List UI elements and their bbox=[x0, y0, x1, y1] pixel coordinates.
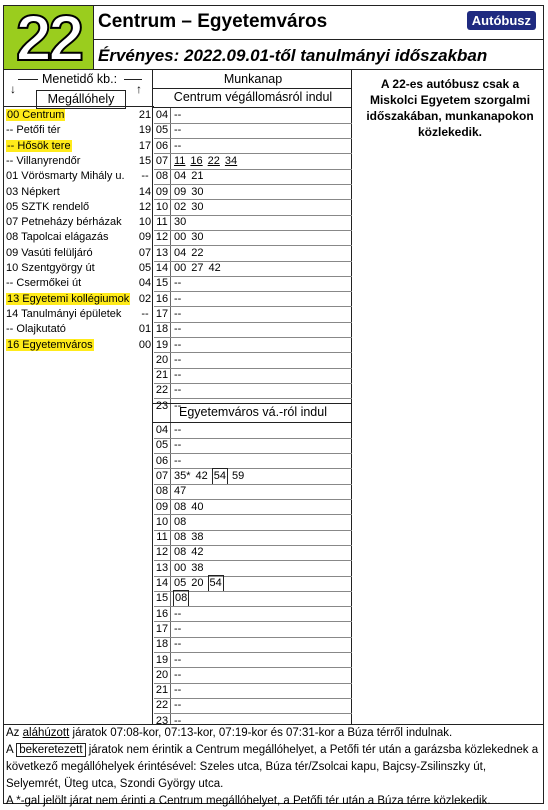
minutes-cell bbox=[174, 154, 242, 169]
hour-cell: 09 bbox=[155, 185, 169, 198]
travel-time: 10 bbox=[138, 216, 152, 229]
hour-cell: 19 bbox=[155, 653, 169, 666]
stop-name bbox=[6, 307, 121, 322]
hour-cell: 06 bbox=[155, 139, 169, 152]
route-number: 22 bbox=[15, 2, 82, 74]
departure-minute: 22 bbox=[191, 246, 204, 259]
minutes-cell bbox=[174, 653, 186, 668]
service-note: A 22-es autóbusz csak a Miskolci Egyetem szorgalmi időszakában, munkanapokon közlekedik. bbox=[366, 77, 534, 139]
minutes-cell bbox=[174, 576, 228, 591]
stop-name bbox=[6, 169, 125, 184]
departure-minute: 54 bbox=[213, 469, 227, 482]
hour-cell: 19 bbox=[155, 338, 169, 351]
hour-cell: 16 bbox=[155, 292, 169, 305]
travel-time: 00 bbox=[138, 338, 152, 351]
travel-time: 21 bbox=[138, 109, 152, 121]
departure-minute: -- bbox=[174, 353, 182, 366]
minutes-cell bbox=[174, 607, 186, 622]
departure-minute: 11 bbox=[174, 154, 186, 167]
hour-cell: 11 bbox=[156, 531, 168, 544]
header-divider bbox=[4, 69, 543, 70]
minutes-cell bbox=[174, 423, 186, 438]
departure-minute: 02 bbox=[174, 200, 187, 213]
hour-cell: 13 bbox=[155, 246, 169, 259]
hour-cell: 10 bbox=[155, 515, 169, 528]
minutes-cell bbox=[174, 169, 209, 184]
minutes-cell bbox=[174, 261, 226, 276]
minutes-cell bbox=[174, 469, 249, 484]
departure-minute: -- bbox=[174, 439, 182, 452]
travel-time: 17 bbox=[138, 139, 152, 152]
minutes-cell bbox=[174, 454, 186, 469]
stop-name bbox=[6, 200, 89, 215]
minutes-cell bbox=[174, 438, 186, 453]
legend bbox=[4, 725, 543, 810]
minutes-cell bbox=[174, 307, 186, 322]
travel-time: 04 bbox=[138, 277, 152, 290]
minutes-cell bbox=[174, 353, 186, 368]
minutes-cell bbox=[174, 545, 209, 560]
hour-cell: 15 bbox=[155, 592, 169, 605]
hour-cell: 22 bbox=[155, 384, 169, 397]
departure-minute: 42 bbox=[191, 546, 204, 559]
stop-name bbox=[6, 276, 81, 291]
stop-name bbox=[6, 154, 80, 169]
hour-cell: 15 bbox=[155, 277, 169, 290]
legend-boxed: A bekeretezett járatok nem érintik a Centrum megállóhelyet, a Petőfi tér után a garázsba közlekednek a következő megállóhelyek érintésével: Szeles utca, Búza tér/Zsolcai kapu, Bajcsy-Zsilinszky út, Selyemrét, Üteg utca, Szondi György utca. bbox=[6, 744, 539, 790]
stop-label: -- Olajkutató bbox=[6, 323, 66, 336]
travel-time: 19 bbox=[138, 124, 152, 137]
minutes-cell bbox=[174, 292, 186, 307]
stop-label: -- Villanyrendőr bbox=[6, 154, 81, 167]
departure-minute: 42 bbox=[195, 469, 208, 482]
hour-cell: 14 bbox=[155, 577, 169, 589]
stop-name bbox=[6, 338, 94, 353]
travel-time: 12 bbox=[138, 200, 152, 213]
stop-name bbox=[6, 215, 122, 230]
departure-minute: 38 bbox=[191, 531, 204, 544]
stop-name bbox=[6, 322, 66, 337]
departure-minute: 04 bbox=[174, 246, 187, 259]
departure-minute: -- bbox=[174, 369, 182, 382]
departure-minute: 47 bbox=[174, 485, 187, 498]
minutes-cell bbox=[174, 215, 191, 230]
minutes-cell bbox=[174, 561, 209, 576]
departure-minute: 30 bbox=[174, 216, 187, 229]
arrow-down-icon: ↓ bbox=[10, 82, 16, 96]
hour-cell: 17 bbox=[155, 622, 169, 635]
hour-cell: 20 bbox=[155, 353, 169, 366]
stop-name bbox=[6, 139, 72, 154]
stop-label: 05 SZTK rendelő bbox=[6, 200, 90, 213]
travel-time: 07 bbox=[138, 246, 152, 259]
timetable-divider bbox=[351, 69, 352, 725]
hour-cell: 20 bbox=[155, 668, 169, 681]
travel-time: 05 bbox=[138, 262, 152, 274]
stop-label: 07 Petneházy bérházak bbox=[6, 216, 122, 229]
departure-minute: 40 bbox=[191, 500, 204, 513]
departure-minute: 22 bbox=[207, 154, 220, 167]
travel-time: -- bbox=[141, 170, 149, 183]
hour-cell: 21 bbox=[155, 684, 169, 697]
section-separator bbox=[153, 403, 352, 404]
departure-minute: 30 bbox=[191, 185, 204, 198]
stop-label: 00 Centrum bbox=[7, 109, 65, 121]
hour-cell: 08 bbox=[155, 170, 169, 183]
hour-cell: 04 bbox=[155, 424, 169, 436]
minutes-cell bbox=[174, 276, 186, 291]
stop-label: 01 Vörösmarty Mihály u. bbox=[6, 170, 125, 183]
departure-minute: 35* bbox=[174, 469, 191, 482]
day-type-line bbox=[153, 88, 352, 89]
hour-cell: 17 bbox=[155, 307, 169, 320]
departure-minute: -- bbox=[174, 139, 182, 152]
hour-cell: 22 bbox=[155, 699, 169, 712]
departure-minute: -- bbox=[174, 277, 182, 290]
stop-label: 13 Egyetemi kollégiumok bbox=[7, 292, 130, 305]
stops-header-line bbox=[4, 106, 154, 107]
departure-minute: 59 bbox=[232, 469, 245, 482]
hour-cell: 23 bbox=[155, 714, 169, 727]
departure-minute: -- bbox=[174, 454, 182, 467]
stop-label: -- Csermőkei út bbox=[6, 277, 82, 290]
departure-minute: 08 bbox=[174, 546, 187, 559]
departure-minute: -- bbox=[174, 668, 182, 681]
travel-time-header: Menetidő kb.: bbox=[42, 72, 118, 86]
minutes-cell bbox=[174, 246, 209, 261]
minutes-cell bbox=[174, 383, 186, 398]
bracket-right bbox=[124, 79, 142, 80]
hour-cell: 18 bbox=[155, 323, 169, 336]
bracket-left bbox=[18, 79, 38, 80]
section-title: Centrum végállomásról indul bbox=[173, 90, 333, 104]
arrow-up-icon: ↑ bbox=[136, 82, 142, 96]
departure-minute: -- bbox=[174, 622, 182, 635]
travel-time: 15 bbox=[138, 154, 152, 167]
legend-underlined: Az aláhúzott járatok 07:08-kor, 07:13-kor, 07:19-kor és 07:31-kor a Búza térről indulnak. bbox=[6, 727, 453, 739]
departure-minute: 20 bbox=[191, 577, 204, 589]
minutes-cell bbox=[174, 338, 186, 353]
departure-minute: 30 bbox=[191, 200, 204, 213]
stop-label: -- Hősök tere bbox=[7, 139, 71, 152]
departure-minute: 08 bbox=[175, 592, 188, 605]
departure-minute: 54 bbox=[209, 577, 222, 589]
minutes-cell bbox=[174, 530, 209, 545]
departure-minute: -- bbox=[174, 638, 182, 651]
hour-cell: 07 bbox=[155, 469, 169, 482]
hour-cell: 07 bbox=[155, 154, 169, 167]
departure-minute: -- bbox=[174, 424, 182, 436]
minutes-cell bbox=[174, 368, 186, 383]
hour-cell: 04 bbox=[155, 109, 169, 121]
departure-minute: 21 bbox=[191, 170, 204, 183]
stop-name bbox=[6, 123, 60, 138]
stop-label: 09 Vasúti felüljáró bbox=[6, 246, 93, 259]
departure-minute: 27 bbox=[191, 262, 204, 274]
stop-name bbox=[6, 261, 95, 276]
hour-cell: 13 bbox=[155, 561, 169, 574]
minutes-cell bbox=[174, 322, 186, 337]
departure-minute: 16 bbox=[190, 154, 203, 167]
hour-cell: 08 bbox=[155, 485, 169, 498]
departure-minute: -- bbox=[174, 292, 182, 305]
departure-minute: 08 bbox=[174, 515, 187, 528]
departure-minute: 00 bbox=[174, 231, 187, 244]
hour-cell: 05 bbox=[155, 439, 169, 452]
minutes-cell bbox=[174, 230, 209, 245]
vehicle-type-badge: Autóbusz bbox=[467, 11, 536, 30]
travel-time: 14 bbox=[138, 185, 152, 198]
stop-label: 08 Tapolcai elágazás bbox=[6, 231, 109, 244]
hour-cell: 14 bbox=[155, 262, 169, 274]
departure-minute: -- bbox=[174, 607, 182, 620]
minutes-cell bbox=[174, 185, 209, 200]
departure-minute: 08 bbox=[174, 500, 187, 513]
departure-minute: -- bbox=[174, 653, 182, 666]
section-title: Egyetemváros vá.-ról indul bbox=[179, 405, 327, 419]
departure-minute: -- bbox=[174, 699, 182, 712]
route-number-box bbox=[4, 2, 94, 74]
departure-minute: 08 bbox=[174, 531, 187, 544]
hour-cell: 06 bbox=[155, 454, 169, 467]
timetable-sheet bbox=[3, 2, 544, 807]
hour-cell: 21 bbox=[155, 369, 169, 382]
stop-name bbox=[6, 292, 130, 307]
hour-cell: 18 bbox=[155, 638, 169, 651]
hour-cell: 12 bbox=[155, 546, 169, 559]
stop-label: 10 Szentgyörgy út bbox=[6, 262, 95, 274]
hour-cell: 11 bbox=[156, 216, 168, 229]
stop-label: 14 Tanulmányi épületek bbox=[6, 307, 122, 320]
minutes-cell bbox=[174, 683, 186, 698]
minutes-cell bbox=[174, 484, 191, 499]
departure-minute: -- bbox=[174, 109, 182, 121]
hour-cell: 12 bbox=[155, 231, 169, 244]
departure-minute: -- bbox=[174, 307, 182, 320]
stop-name bbox=[6, 108, 65, 123]
minutes-cell bbox=[174, 139, 186, 154]
travel-time: -- bbox=[141, 307, 149, 320]
departure-minute: 05 bbox=[174, 577, 187, 589]
departure-minute: 42 bbox=[208, 262, 221, 274]
departure-minute: 09 bbox=[174, 185, 187, 198]
travel-time: 09 bbox=[138, 231, 152, 244]
minutes-cell bbox=[174, 622, 186, 637]
departure-minute: 34 bbox=[224, 154, 238, 167]
minutes-cell bbox=[174, 108, 186, 123]
departure-minute: -- bbox=[174, 384, 182, 397]
departure-minute: -- bbox=[174, 338, 182, 351]
travel-time: 01 bbox=[138, 323, 152, 336]
route-title: Centrum – Egyetemváros bbox=[98, 11, 328, 32]
departure-minute: 00 bbox=[174, 262, 187, 274]
minutes-cell bbox=[174, 668, 186, 683]
departure-minute: -- bbox=[174, 323, 182, 336]
minutes-cell bbox=[174, 698, 186, 713]
hour-cell: 05 bbox=[155, 124, 169, 137]
departure-minute: -- bbox=[174, 714, 182, 727]
departure-minute: 00 bbox=[174, 561, 187, 574]
departure-minute: 38 bbox=[191, 561, 204, 574]
departure-minute: -- bbox=[174, 399, 182, 412]
minutes-cell bbox=[174, 500, 209, 515]
travel-time: 02 bbox=[138, 292, 152, 305]
departure-minute: -- bbox=[174, 684, 182, 697]
stop-label: 16 Egyetemváros bbox=[7, 338, 93, 351]
stop-name bbox=[6, 230, 109, 245]
title-divider bbox=[93, 39, 543, 40]
minutes-cell bbox=[174, 591, 193, 606]
hour-cell: 23 bbox=[155, 399, 169, 412]
minutes-cell bbox=[174, 200, 209, 215]
validity-text: Érvényes: 2022.09.01-től tanulmányi időszakban bbox=[98, 46, 488, 65]
hour-cell: 09 bbox=[155, 500, 169, 513]
stop-label: -- Petőfi tér bbox=[6, 124, 61, 137]
hour-cell: 10 bbox=[155, 200, 169, 213]
stop-name bbox=[6, 246, 93, 261]
hour-cell: 16 bbox=[155, 607, 169, 620]
departure-minute: 30 bbox=[191, 231, 204, 244]
stop-header: Megállóhely bbox=[36, 90, 126, 109]
minutes-cell bbox=[174, 515, 191, 530]
day-type-header: Munkanap bbox=[223, 72, 283, 86]
departure-minute: -- bbox=[174, 124, 182, 137]
departure-minute: 04 bbox=[174, 170, 187, 183]
minutes-cell bbox=[174, 123, 186, 138]
stop-name bbox=[6, 185, 60, 200]
legend-asterisk: A *-gal jelölt járat nem érinti a Centrum megállóhelyet, a Petőfi tér után a Búza térre közlekedik. bbox=[6, 795, 491, 807]
stop-label: 03 Népkert bbox=[6, 185, 60, 198]
minutes-cell bbox=[174, 637, 186, 652]
